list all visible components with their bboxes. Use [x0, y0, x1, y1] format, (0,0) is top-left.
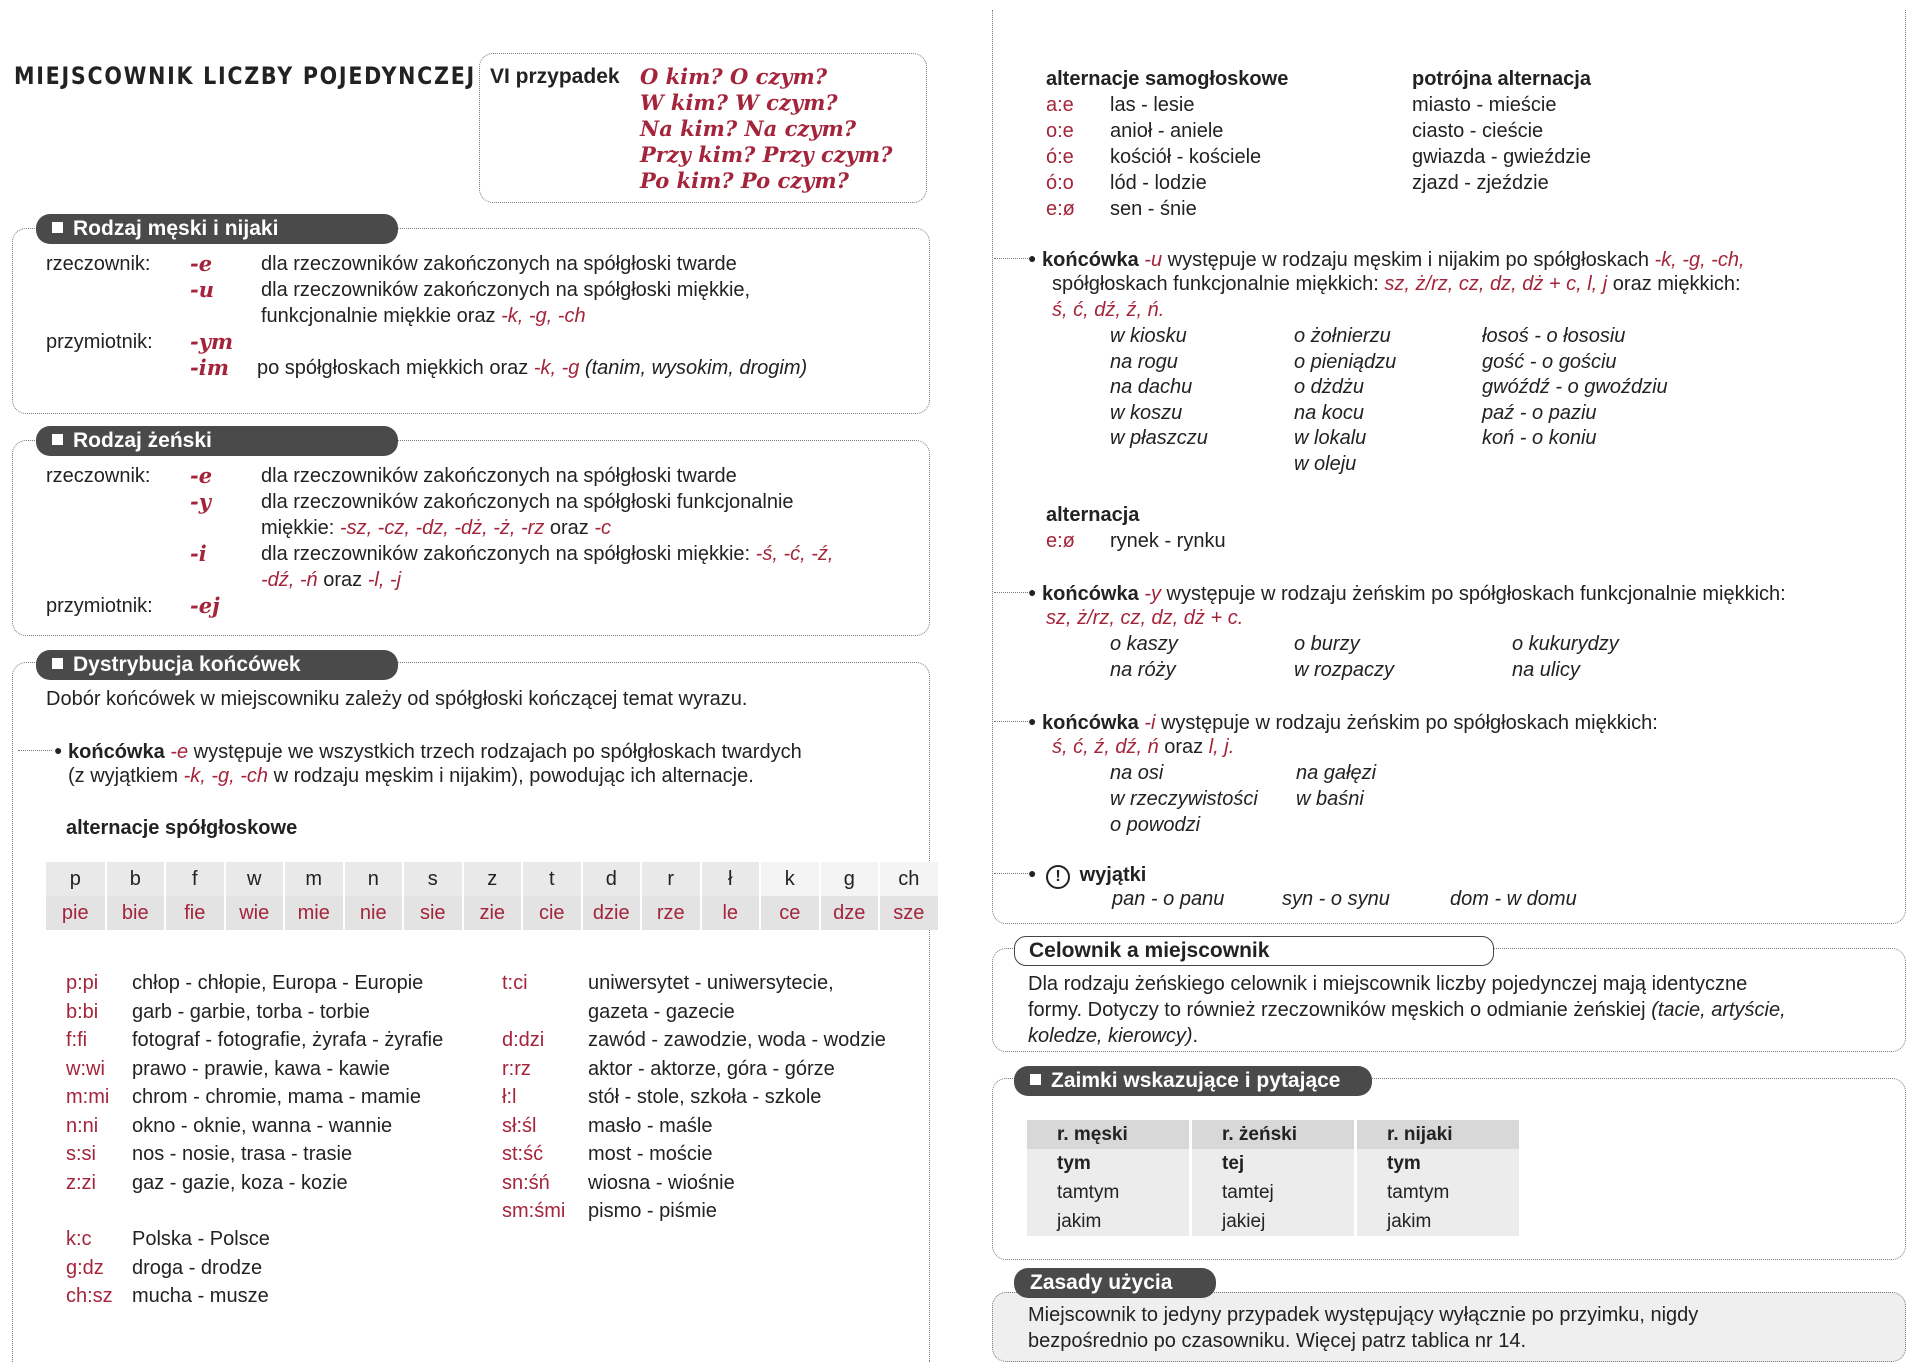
alt-example: zawód - zawodzie, woda - wodzie	[588, 1029, 886, 1051]
rule-text: dla rzeczowników zakończonych na spółgłoski miękkie,	[261, 279, 751, 301]
alt2-heading: alternacja	[1046, 504, 1140, 526]
pron-cell: tym	[1027, 1149, 1189, 1178]
bullet-e: ● końcówka -e występuje we wszystkich trzech rodzajach po spółgłoskach twardych	[54, 741, 802, 763]
alt-example: lód - lodzie	[1110, 172, 1207, 194]
rule-text: dla rzeczowników zakończonych na spółgłoski twarde	[261, 465, 737, 487]
alt-example: mucha - musze	[132, 1285, 269, 1307]
cons-cell: f	[165, 862, 225, 896]
fem-heading: Rodzaj żeński	[36, 426, 398, 456]
cons-cell: ł	[701, 862, 761, 896]
alt2-text: rynek - rynku	[1110, 530, 1226, 552]
example-word: w lokalu	[1294, 427, 1367, 449]
alt-pair: o:e	[1046, 120, 1074, 142]
rule-text: dla rzeczowników zakończonych na spółgłoski twarde	[261, 253, 737, 275]
example-word: w kiosku	[1110, 325, 1187, 347]
example-word: łosoś - o łososiu	[1482, 325, 1626, 347]
alt-pair: g:dz	[66, 1256, 104, 1279]
case-question: O kim? O czym?	[640, 64, 828, 89]
adj-label: przymiotnik:	[46, 331, 153, 353]
alt-example: okno - oknie, wanna - wannie	[132, 1114, 393, 1137]
pron-cell: tym	[1357, 1149, 1519, 1178]
pron-cell: jakim	[1357, 1207, 1519, 1236]
case-question: Po kim? Po czym?	[640, 168, 849, 193]
exclamation-icon: !	[1046, 865, 1070, 889]
cel-text: formy. Dotyczy to również rzeczowników męskich o odmianie żeńskiej (tacie, artyście,	[1028, 999, 1786, 1021]
alt-pair: r:rz	[502, 1057, 531, 1080]
rule-text: -dź, -ń oraz -l, -j	[261, 569, 402, 591]
case-question: Na kim? Na czym?	[640, 116, 857, 141]
pron-heading: Zaimki wskazujące i pytające	[1014, 1066, 1372, 1096]
pron-header: r. nijaki	[1357, 1120, 1519, 1149]
case-label: VI przypadek	[490, 65, 620, 88]
alt-example: anioł - aniele	[1110, 120, 1224, 142]
triple-example: miasto - mieście	[1412, 94, 1557, 116]
cons-cell: zie	[463, 896, 523, 930]
cons-cell: bie	[106, 896, 166, 930]
alt-example: chłop - chłopie, Europa - Europie	[132, 972, 424, 994]
ending: -e	[190, 251, 213, 276]
alt-example: pismo - piśmie	[588, 1200, 717, 1222]
alt-example: chrom - chromie, mama - mamie	[132, 1086, 421, 1108]
pron-cell: tamtym	[1027, 1178, 1189, 1207]
pron-cell: jakiej	[1192, 1207, 1354, 1236]
cons-cell: t	[522, 862, 582, 896]
pron-cell: tamtym	[1357, 1178, 1519, 1207]
alt-example: garb - garbie, torba - torbie	[132, 1000, 370, 1023]
alt-pair: f:fi	[66, 1029, 88, 1051]
alt-pair: sł:śl	[502, 1114, 537, 1137]
example-word: koń - o koniu	[1482, 427, 1597, 449]
alt-pair: p:pi	[66, 972, 99, 994]
cons-cell: ce	[760, 896, 820, 930]
alt-pair: t:ci	[502, 972, 528, 994]
rule-text: miękkie: -sz, -cz, -dz, -dż, -ż, -rz oraz -c	[261, 517, 612, 539]
bullet-y: ● końcówka -y występuje w rodzaju żeńskim po spółgłoskach funkcjonalnie miękkich:	[1028, 583, 1786, 605]
alt-example: sen - śnie	[1110, 198, 1197, 220]
triple-heading: potrójna alternacja	[1412, 68, 1591, 90]
alt-pair: b:bi	[66, 1000, 99, 1023]
example-word: o pieniądzu	[1294, 350, 1397, 373]
usage-text: bezpośrednio po czasowniku. Więcej patrz tablica nr 14.	[1028, 1330, 1527, 1352]
exception-item: syn - o synu	[1282, 888, 1390, 910]
page-title: MIEJSCOWNIK LICZBY POJEDYNCZEJ	[14, 62, 476, 90]
alt-example: wiosna - wiośnie	[588, 1171, 735, 1194]
alt-pair: w:wi	[66, 1057, 105, 1080]
pron-cell: tamtej	[1192, 1178, 1354, 1207]
pron-cell: tej	[1192, 1149, 1354, 1178]
example-word: na ulicy	[1512, 659, 1580, 681]
alt-example: Polska - Polsce	[132, 1228, 270, 1250]
cel-text: Dla rodzaju żeńskiego celownik i miejscownik liczby pojedynczej mają identyczne	[1028, 973, 1748, 995]
case-question: Przy kim? Przy czym?	[640, 142, 893, 167]
cons-cell: r	[641, 862, 701, 896]
bullet-connector	[18, 750, 52, 751]
alt-pair: s:si	[66, 1143, 96, 1165]
pron-cell: jakim	[1027, 1207, 1189, 1236]
cons-cell: mie	[284, 896, 344, 930]
cons-cell: rze	[641, 896, 701, 930]
example-word: o kukurydzy	[1512, 633, 1619, 655]
triple-example: gwiazda - gwieździe	[1412, 146, 1591, 168]
cons-cell: g	[820, 862, 880, 896]
cons-cell: sze	[879, 896, 939, 930]
alt2-pair: e:ø	[1046, 530, 1075, 552]
bullet-y-line2: sz, ż/rz, cz, dz, dż + c.	[1046, 607, 1244, 629]
masc-neut-heading: Rodzaj męski i nijaki	[36, 214, 398, 244]
cel-heading: Celownik a miejscownik	[1014, 936, 1494, 966]
bullet-connector	[994, 873, 1028, 874]
rule-text: po spółgłoskach miękkich oraz -k, -g (tanim, wysokim, drogim)	[257, 357, 808, 379]
rule-text: dla rzeczowników zakończonych na spółgłoski miękkie: -ś, -ć, -ź,	[261, 543, 834, 565]
example-word: w oleju	[1294, 452, 1357, 475]
example-word: na róży	[1110, 659, 1176, 681]
alt-pair: ł:l	[502, 1086, 517, 1108]
alt-pair: ch:sz	[66, 1285, 113, 1307]
example-word: o żołnierzu	[1294, 325, 1391, 347]
alt-example: gaz - gazie, koza - kozie	[132, 1171, 348, 1194]
consonant-table	[46, 862, 940, 930]
example-word: w rozpaczy	[1294, 659, 1395, 681]
alt-example: stół - stole, szkoła - szkole	[588, 1086, 822, 1108]
example-word: w koszu	[1110, 401, 1183, 424]
ending: -ej	[190, 593, 220, 618]
ending: -i	[190, 541, 207, 566]
vowel-heading: alternacje samogłoskowe	[1046, 68, 1289, 90]
alt-example: droga - drodze	[132, 1256, 263, 1279]
bullet-i-line2: ś, ć, ź, dź, ń oraz l, j.	[1052, 736, 1235, 758]
ending: -im	[190, 355, 229, 380]
alt-pair: st:ść	[502, 1143, 544, 1165]
cons-cell: n	[344, 862, 404, 896]
cons-cell: pie	[46, 896, 106, 930]
usage-heading: Zasady użycia	[1014, 1268, 1216, 1298]
alt-example: most - moście	[588, 1143, 713, 1165]
alt-example: kościół - kościele	[1110, 146, 1262, 168]
example-word: w baśni	[1296, 788, 1364, 810]
bullet-u-line3: ś, ć, dź, ź, ń.	[1052, 299, 1165, 321]
alt-example: fotograf - fotografie, żyrafa - żyrafie	[132, 1029, 444, 1051]
bullet-i: ● końcówka -i występuje w rodzaju żeńskim po spółgłoskach miękkich:	[1028, 712, 1658, 734]
alt-pair: a:e	[1046, 94, 1074, 116]
noun-label: rzeczownik:	[46, 253, 151, 275]
alt-example: las - lesie	[1110, 94, 1195, 116]
exception-item: pan - o panu	[1112, 888, 1225, 910]
example-word: na osi	[1110, 762, 1164, 784]
cons-cell: k	[760, 862, 820, 896]
alt-pair: ó:o	[1046, 172, 1074, 194]
alt-example: aktor - aktorze, góra - górze	[588, 1057, 835, 1080]
example-word: na kocu	[1294, 401, 1365, 424]
case-question: W kim? W czym?	[640, 90, 838, 115]
cons-cell: s	[403, 862, 463, 896]
bullet-connector	[994, 258, 1028, 259]
cons-cell: d	[582, 862, 642, 896]
alt-pair: ó:e	[1046, 146, 1074, 168]
alt-pair: k:c	[66, 1228, 92, 1250]
noun-label: rzeczownik:	[46, 465, 151, 487]
usage-text: Miejscownik to jedyny przypadek występujący wyłącznie po przyimku, nigdy	[1028, 1304, 1699, 1326]
alt-example: gazeta - gazecie	[588, 1000, 735, 1023]
triple-example: ciasto - cieście	[1412, 120, 1544, 142]
pronoun-table	[1024, 1120, 1522, 1236]
cons-cell: w	[225, 862, 285, 896]
cons-cell: nie	[344, 896, 404, 930]
cons-cell: z	[463, 862, 523, 896]
exceptions-heading: ● ! wyjątki	[1028, 860, 1146, 889]
cons-cell: p	[46, 862, 106, 896]
bullet-connector	[994, 721, 1028, 722]
alt-example: prawo - prawie, kawa - kawie	[132, 1057, 390, 1080]
example-word: paź - o paziu	[1482, 401, 1597, 424]
example-word: gwóźdź - o gwoździu	[1482, 376, 1668, 398]
ending: -y	[190, 489, 211, 514]
dist-heading: Dystrybucja końcówek	[36, 650, 398, 680]
example-word: o powodzi	[1110, 814, 1201, 836]
cons-cell: cie	[522, 896, 582, 930]
alt-example: uniwersytet - uniwersytecie,	[588, 972, 834, 994]
alt-example: nos - nosie, trasa - trasie	[132, 1143, 353, 1165]
pron-header: r. żeński	[1192, 1120, 1354, 1149]
rule-text: funkcjonalnie miękkie oraz -k, -g, -ch	[261, 305, 586, 327]
example-word: o burzy	[1294, 633, 1360, 655]
cons-cell: wie	[225, 896, 285, 930]
alt-heading: alternacje spółgłoskowe	[66, 817, 298, 839]
bullet-e-line2: (z wyjątkiem -k, -g, -ch w rodzaju męskim i nijakim), powodując ich alternacje.	[68, 765, 754, 787]
pron-header: r. męski	[1027, 1120, 1189, 1149]
cons-cell: b	[106, 862, 166, 896]
bullet-u-line2: spółgłoskach funkcjonalnie miękkich: sz, ż/rz, cz, dz, dż + c, l, j oraz miękkich:	[1052, 273, 1741, 295]
ending: -ym	[190, 329, 234, 354]
example-word: w płaszczu	[1110, 427, 1208, 449]
cons-cell: dze	[820, 896, 880, 930]
exception-item: dom - w domu	[1450, 888, 1577, 910]
case-box	[479, 53, 927, 203]
example-word: o kaszy	[1110, 633, 1178, 655]
example-word: na dachu	[1110, 376, 1193, 398]
ending: -e	[190, 463, 213, 488]
alt-pair: m:mi	[66, 1086, 110, 1108]
example-word: o dżdżu	[1294, 376, 1365, 398]
example-word: na gałęzi	[1296, 762, 1377, 784]
example-word: w rzeczywistości	[1110, 788, 1258, 810]
alt-pair: e:ø	[1046, 198, 1075, 220]
dist-intro: Dobór końcówek w miejscowniku zależy od spółgłoski kończącej temat wyrazu.	[46, 688, 748, 710]
alt-pair: sn:śń	[502, 1171, 550, 1194]
alt-pair: n:ni	[66, 1114, 99, 1137]
cons-cell: m	[284, 862, 344, 896]
cel-text: koledze, kierowcy).	[1028, 1025, 1199, 1047]
example-word: na rogu	[1110, 350, 1178, 373]
cons-cell: ch	[879, 862, 939, 896]
bullet-connector	[994, 592, 1028, 593]
alt-pair: z:zi	[66, 1171, 96, 1194]
cons-cell: le	[701, 896, 761, 930]
adj-label: przymiotnik:	[46, 595, 153, 617]
alt-pair: sm:śmi	[502, 1200, 566, 1222]
ending: -u	[190, 277, 214, 302]
rule-text: dla rzeczowników zakończonych na spółgłoski funkcjonalnie	[261, 491, 794, 513]
example-word: gość - o gościu	[1482, 350, 1617, 373]
bullet-u: ● końcówka -u występuje w rodzaju męskim i nijakim po spółgłoskach -k, -g, -ch,	[1028, 249, 1745, 271]
alt-example: masło - maśle	[588, 1114, 713, 1137]
cons-cell: fie	[165, 896, 225, 930]
triple-example: zjazd - zjeździe	[1412, 172, 1549, 194]
cons-cell: dzie	[582, 896, 642, 930]
cons-cell: sie	[403, 896, 463, 930]
alt-pair: d:dzi	[502, 1029, 545, 1051]
